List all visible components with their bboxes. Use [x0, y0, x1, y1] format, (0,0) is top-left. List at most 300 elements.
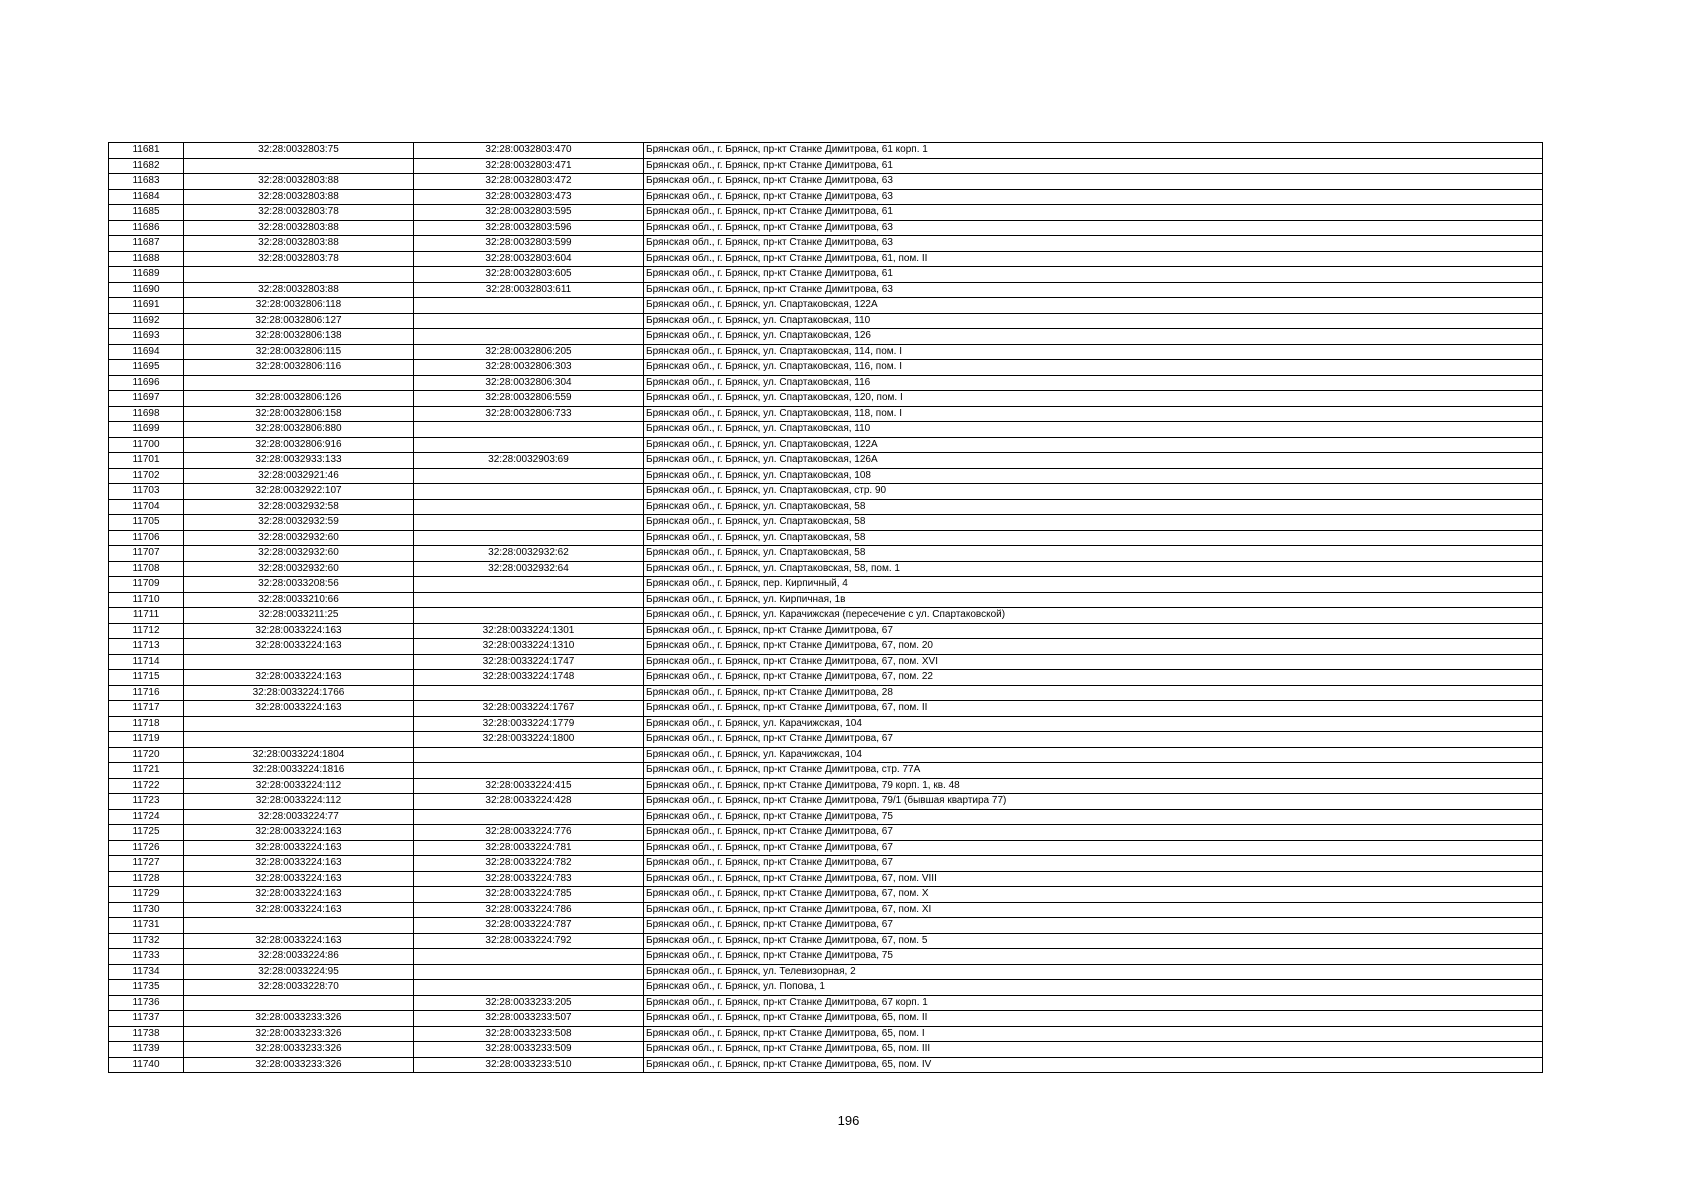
row-number-cell: 11729 [109, 887, 184, 903]
table-row [109, 654, 1543, 670]
row-number-cell: 11706 [109, 530, 184, 546]
table-row [109, 546, 1543, 562]
address-cell: Брянская обл., г. Брянск, пр-кт Станке Димитрова, 67 [644, 840, 1543, 856]
land-cadastral-number-cell: 32:28:0032803:75 [184, 143, 414, 159]
table-row [109, 437, 1543, 453]
table-row [109, 809, 1543, 825]
address-cell: Брянская обл., г. Брянск, ул. Спартаковская, 126А [644, 453, 1543, 469]
object-cadastral-number-cell: 32:28:0033224:792 [414, 933, 644, 949]
object-cadastral-number-cell: 32:28:0032803:596 [414, 220, 644, 236]
table-row [109, 530, 1543, 546]
row-number-cell: 11709 [109, 577, 184, 593]
row-number-cell: 11720 [109, 747, 184, 763]
row-number-cell: 11694 [109, 344, 184, 360]
land-cadastral-number-cell [184, 375, 414, 391]
object-cadastral-number-cell [414, 980, 644, 996]
land-cadastral-number-cell [184, 158, 414, 174]
land-cadastral-number-cell: 32:28:0033224:163 [184, 871, 414, 887]
address-cell: Брянская обл., г. Брянск, пр-кт Станке Димитрова, 61 [644, 267, 1543, 283]
row-number-cell: 11713 [109, 639, 184, 655]
object-cadastral-number-cell: 32:28:0032803:605 [414, 267, 644, 283]
table-row [109, 856, 1543, 872]
address-cell: Брянская обл., г. Брянск, пр-кт Станке Димитрова, 61 [644, 205, 1543, 221]
table-row [109, 577, 1543, 593]
address-cell: Брянская обл., г. Брянск, пр-кт Станке Димитрова, 61, пом. II [644, 251, 1543, 267]
land-cadastral-number-cell: 32:28:0033224:163 [184, 856, 414, 872]
address-cell: Брянская обл., г. Брянск, пр-кт Станке Димитрова, 67 [644, 856, 1543, 872]
land-cadastral-number-cell: 32:28:0032932:60 [184, 561, 414, 577]
object-cadastral-number-cell [414, 313, 644, 329]
address-cell: Брянская обл., г. Брянск, пер. Кирпичный, 4 [644, 577, 1543, 593]
land-cadastral-number-cell: 32:28:0032932:60 [184, 546, 414, 562]
row-number-cell: 11717 [109, 701, 184, 717]
table-row [109, 716, 1543, 732]
land-cadastral-number-cell [184, 716, 414, 732]
address-cell: Брянская обл., г. Брянск, ул. Карачижская, 104 [644, 747, 1543, 763]
object-cadastral-number-cell: 32:28:0032803:604 [414, 251, 644, 267]
row-number-cell: 11719 [109, 732, 184, 748]
land-cadastral-number-cell: 32:28:0033233:326 [184, 1057, 414, 1073]
object-cadastral-number-cell [414, 422, 644, 438]
land-cadastral-number-cell [184, 918, 414, 934]
object-cadastral-number-cell [414, 577, 644, 593]
row-number-cell: 11739 [109, 1042, 184, 1058]
land-cadastral-number-cell [184, 732, 414, 748]
table-row [109, 143, 1543, 159]
row-number-cell: 11707 [109, 546, 184, 562]
row-number-cell: 11693 [109, 329, 184, 345]
table-row [109, 1042, 1543, 1058]
address-cell: Брянская обл., г. Брянск, пр-кт Станке Димитрова, 67 [644, 918, 1543, 934]
table-row [109, 887, 1543, 903]
table-row [109, 561, 1543, 577]
address-cell: Брянская обл., г. Брянск, пр-кт Станке Димитрова, 67 [644, 825, 1543, 841]
row-number-cell: 11702 [109, 468, 184, 484]
land-cadastral-number-cell: 32:28:0032803:88 [184, 282, 414, 298]
table-row [109, 422, 1543, 438]
address-cell: Брянская обл., г. Брянск, пр-кт Станке Димитрова, 61 [644, 158, 1543, 174]
land-cadastral-number-cell: 32:28:0033224:163 [184, 887, 414, 903]
object-cadastral-number-cell: 32:28:0032803:595 [414, 205, 644, 221]
row-number-cell: 11712 [109, 623, 184, 639]
land-cadastral-number-cell: 32:28:0033208:56 [184, 577, 414, 593]
row-number-cell: 11692 [109, 313, 184, 329]
row-number-cell: 11711 [109, 608, 184, 624]
object-cadastral-number-cell: 32:28:0032806:304 [414, 375, 644, 391]
address-cell: Брянская обл., г. Брянск, ул. Телевизорная, 2 [644, 964, 1543, 980]
address-cell: Брянская обл., г. Брянск, ул. Спартаковская, 118, пом. I [644, 406, 1543, 422]
address-cell: Брянская обл., г. Брянск, пр-кт Станке Димитрова, 67, пом. XI [644, 902, 1543, 918]
address-cell: Брянская обл., г. Брянск, пр-кт Станке Димитрова, 67, пом. VIII [644, 871, 1543, 887]
land-cadastral-number-cell: 32:28:0033224:1804 [184, 747, 414, 763]
table-row [109, 685, 1543, 701]
row-number-cell: 11726 [109, 840, 184, 856]
table-row [109, 918, 1543, 934]
row-number-cell: 11684 [109, 189, 184, 205]
address-cell: Брянская обл., г. Брянск, ул. Спартаковская, 58 [644, 499, 1543, 515]
address-cell: Брянская обл., г. Брянск, ул. Кирпичная, 1в [644, 592, 1543, 608]
row-number-cell: 11721 [109, 763, 184, 779]
address-cell: Брянская обл., г. Брянск, пр-кт Станке Димитрова, 63 [644, 282, 1543, 298]
row-number-cell: 11734 [109, 964, 184, 980]
row-number-cell: 11699 [109, 422, 184, 438]
address-cell: Брянская обл., г. Брянск, ул. Спартаковская, 126 [644, 329, 1543, 345]
object-cadastral-number-cell [414, 329, 644, 345]
row-number-cell: 11686 [109, 220, 184, 236]
row-number-cell: 11687 [109, 236, 184, 252]
table-row [109, 468, 1543, 484]
table-row [109, 825, 1543, 841]
object-cadastral-number-cell [414, 468, 644, 484]
row-number-cell: 11683 [109, 174, 184, 190]
object-cadastral-number-cell [414, 298, 644, 314]
land-cadastral-number-cell [184, 654, 414, 670]
row-number-cell: 11715 [109, 670, 184, 686]
table-row [109, 360, 1543, 376]
land-cadastral-number-cell: 32:28:0033224:163 [184, 639, 414, 655]
row-number-cell: 11698 [109, 406, 184, 422]
row-number-cell: 11722 [109, 778, 184, 794]
address-cell: Брянская обл., г. Брянск, ул. Спартаковская, 108 [644, 468, 1543, 484]
table-row [109, 329, 1543, 345]
object-cadastral-number-cell [414, 515, 644, 531]
table-row [109, 174, 1543, 190]
address-cell: Брянская обл., г. Брянск, пр-кт Станке Димитрова, 63 [644, 189, 1543, 205]
row-number-cell: 11701 [109, 453, 184, 469]
address-cell: Брянская обл., г. Брянск, ул. Спартаковская, 120, пом. I [644, 391, 1543, 407]
address-cell: Брянская обл., г. Брянск, пр-кт Станке Димитрова, 65, пом. II [644, 1011, 1543, 1027]
table-row [109, 871, 1543, 887]
land-cadastral-number-cell: 32:28:0032922:107 [184, 484, 414, 500]
land-cadastral-number-cell: 32:28:0033233:326 [184, 1042, 414, 1058]
land-cadastral-number-cell: 32:28:0033224:163 [184, 701, 414, 717]
table-row [109, 964, 1543, 980]
object-cadastral-number-cell: 32:28:0033233:507 [414, 1011, 644, 1027]
table-row [109, 236, 1543, 252]
land-cadastral-number-cell: 32:28:0033224:163 [184, 840, 414, 856]
row-number-cell: 11725 [109, 825, 184, 841]
row-number-cell: 11718 [109, 716, 184, 732]
row-number-cell: 11735 [109, 980, 184, 996]
land-cadastral-number-cell: 32:28:0033224:1766 [184, 685, 414, 701]
address-cell: Брянская обл., г. Брянск, ул. Спартаковская, 116, пом. I [644, 360, 1543, 376]
row-number-cell: 11689 [109, 267, 184, 283]
object-cadastral-number-cell: 32:28:0032803:611 [414, 282, 644, 298]
address-cell: Брянская обл., г. Брянск, ул. Спартаковская, 58 [644, 546, 1543, 562]
row-number-cell: 11696 [109, 375, 184, 391]
object-cadastral-number-cell: 32:28:0033224:776 [414, 825, 644, 841]
address-cell: Брянская обл., г. Брянск, пр-кт Станке Димитрова, 67, пом. 5 [644, 933, 1543, 949]
object-cadastral-number-cell [414, 437, 644, 453]
address-cell: Брянская обл., г. Брянск, пр-кт Станке Димитрова, 65, пом. IV [644, 1057, 1543, 1073]
registry-table-body [109, 143, 1543, 1073]
row-number-cell: 11708 [109, 561, 184, 577]
object-cadastral-number-cell: 32:28:0033224:428 [414, 794, 644, 810]
row-number-cell: 11731 [109, 918, 184, 934]
row-number-cell: 11688 [109, 251, 184, 267]
land-cadastral-number-cell: 32:28:0033224:86 [184, 949, 414, 965]
table-row [109, 701, 1543, 717]
address-cell: Брянская обл., г. Брянск, пр-кт Станке Димитрова, 67, пом. 20 [644, 639, 1543, 655]
object-cadastral-number-cell: 32:28:0032932:62 [414, 546, 644, 562]
land-cadastral-number-cell: 32:28:0032806:916 [184, 437, 414, 453]
table-row [109, 313, 1543, 329]
land-cadastral-number-cell: 32:28:0032803:88 [184, 189, 414, 205]
land-cadastral-number-cell: 32:28:0032803:78 [184, 251, 414, 267]
object-cadastral-number-cell: 32:28:0033224:787 [414, 918, 644, 934]
row-number-cell: 11730 [109, 902, 184, 918]
row-number-cell: 11737 [109, 1011, 184, 1027]
table-row [109, 189, 1543, 205]
address-cell: Брянская обл., г. Брянск, пр-кт Станке Димитрова, 75 [644, 949, 1543, 965]
table-row [109, 298, 1543, 314]
address-cell: Брянская обл., г. Брянск, ул. Спартаковская, 122А [644, 298, 1543, 314]
address-cell: Брянская обл., г. Брянск, ул. Спартаковская, 58, пом. 1 [644, 561, 1543, 577]
land-cadastral-number-cell [184, 995, 414, 1011]
land-cadastral-number-cell: 32:28:0032806:158 [184, 406, 414, 422]
land-cadastral-number-cell: 32:28:0032803:88 [184, 174, 414, 190]
object-cadastral-number-cell [414, 949, 644, 965]
table-row [109, 778, 1543, 794]
object-cadastral-number-cell: 32:28:0032803:471 [414, 158, 644, 174]
row-number-cell: 11705 [109, 515, 184, 531]
object-cadastral-number-cell [414, 685, 644, 701]
table-row [109, 1011, 1543, 1027]
object-cadastral-number-cell: 32:28:0033224:786 [414, 902, 644, 918]
row-number-cell: 11685 [109, 205, 184, 221]
table-row [109, 639, 1543, 655]
address-cell: Брянская обл., г. Брянск, пр-кт Станке Димитрова, 65, пом. III [644, 1042, 1543, 1058]
object-cadastral-number-cell: 32:28:0033224:1301 [414, 623, 644, 639]
land-cadastral-number-cell: 32:28:0033224:95 [184, 964, 414, 980]
page-number: 196 [837, 1113, 860, 1128]
object-cadastral-number-cell: 32:28:0033224:1767 [414, 701, 644, 717]
object-cadastral-number-cell: 32:28:0032806:559 [414, 391, 644, 407]
object-cadastral-number-cell: 32:28:0032803:470 [414, 143, 644, 159]
land-cadastral-number-cell: 32:28:0032932:58 [184, 499, 414, 515]
address-cell: Брянская обл., г. Брянск, пр-кт Станке Димитрова, 67 [644, 732, 1543, 748]
object-cadastral-number-cell: 32:28:0032806:303 [414, 360, 644, 376]
address-cell: Брянская обл., г. Брянск, пр-кт Станке Димитрова, 63 [644, 236, 1543, 252]
address-cell: Брянская обл., г. Брянск, пр-кт Станке Димитрова, 28 [644, 685, 1543, 701]
land-cadastral-number-cell: 32:28:0032933:133 [184, 453, 414, 469]
registry-table [108, 142, 1543, 1073]
land-cadastral-number-cell: 32:28:0033224:112 [184, 778, 414, 794]
table-row [109, 794, 1543, 810]
land-cadastral-number-cell: 32:28:0032806:116 [184, 360, 414, 376]
land-cadastral-number-cell: 32:28:0033210:66 [184, 592, 414, 608]
row-number-cell: 11695 [109, 360, 184, 376]
address-cell: Брянская обл., г. Брянск, пр-кт Станке Димитрова, 79 корп. 1, кв. 48 [644, 778, 1543, 794]
address-cell: Брянская обл., г. Брянск, ул. Спартаковская, 116 [644, 375, 1543, 391]
land-cadastral-number-cell: 32:28:0032932:60 [184, 530, 414, 546]
object-cadastral-number-cell: 32:28:0032903:69 [414, 453, 644, 469]
object-cadastral-number-cell: 32:28:0032803:599 [414, 236, 644, 252]
object-cadastral-number-cell: 32:28:0032806:205 [414, 344, 644, 360]
address-cell: Брянская обл., г. Брянск, пр-кт Станке Димитрова, 75 [644, 809, 1543, 825]
row-number-cell: 11700 [109, 437, 184, 453]
row-number-cell: 11727 [109, 856, 184, 872]
land-cadastral-number-cell: 32:28:0033211:25 [184, 608, 414, 624]
address-cell: Брянская обл., г. Брянск, ул. Карачижская (пересечение с ул. Спартаковской) [644, 608, 1543, 624]
address-cell: Брянская обл., г. Брянск, ул. Спартаковская, 110 [644, 422, 1543, 438]
object-cadastral-number-cell [414, 592, 644, 608]
land-cadastral-number-cell: 32:28:0032803:78 [184, 205, 414, 221]
table-row [109, 1057, 1543, 1073]
address-cell: Брянская обл., г. Брянск, ул. Спартаковская, 114, пом. I [644, 344, 1543, 360]
object-cadastral-number-cell [414, 964, 644, 980]
land-cadastral-number-cell: 32:28:0033224:77 [184, 809, 414, 825]
row-number-cell: 11681 [109, 143, 184, 159]
object-cadastral-number-cell: 32:28:0033233:509 [414, 1042, 644, 1058]
table-row [109, 267, 1543, 283]
row-number-cell: 11704 [109, 499, 184, 515]
table-row [109, 933, 1543, 949]
object-cadastral-number-cell: 32:28:0032932:64 [414, 561, 644, 577]
row-number-cell: 11740 [109, 1057, 184, 1073]
address-cell: Брянская обл., г. Брянск, пр-кт Станке Димитрова, 65, пом. I [644, 1026, 1543, 1042]
object-cadastral-number-cell: 32:28:0033224:1747 [414, 654, 644, 670]
row-number-cell: 11714 [109, 654, 184, 670]
table-row [109, 608, 1543, 624]
address-cell: Брянская обл., г. Брянск, ул. Спартаковская, 58 [644, 530, 1543, 546]
object-cadastral-number-cell: 32:28:0033233:510 [414, 1057, 644, 1073]
land-cadastral-number-cell: 32:28:0032806:115 [184, 344, 414, 360]
address-cell: Брянская обл., г. Брянск, ул. Спартаковская, 122А [644, 437, 1543, 453]
object-cadastral-number-cell [414, 608, 644, 624]
object-cadastral-number-cell [414, 484, 644, 500]
land-cadastral-number-cell: 32:28:0032921:46 [184, 468, 414, 484]
table-row [109, 840, 1543, 856]
row-number-cell: 11697 [109, 391, 184, 407]
row-number-cell: 11682 [109, 158, 184, 174]
table-row [109, 251, 1543, 267]
table-row [109, 623, 1543, 639]
land-cadastral-number-cell: 32:28:0033224:163 [184, 670, 414, 686]
table-row [109, 282, 1543, 298]
land-cadastral-number-cell: 32:28:0032803:88 [184, 220, 414, 236]
address-cell: Брянская обл., г. Брянск, ул. Карачижская, 104 [644, 716, 1543, 732]
object-cadastral-number-cell: 32:28:0032806:733 [414, 406, 644, 422]
object-cadastral-number-cell [414, 747, 644, 763]
table-row [109, 902, 1543, 918]
address-cell: Брянская обл., г. Брянск, пр-кт Станке Димитрова, 67, пом. X [644, 887, 1543, 903]
land-cadastral-number-cell [184, 267, 414, 283]
row-number-cell: 11703 [109, 484, 184, 500]
row-number-cell: 11690 [109, 282, 184, 298]
table-row [109, 995, 1543, 1011]
object-cadastral-number-cell: 32:28:0033224:783 [414, 871, 644, 887]
object-cadastral-number-cell: 32:28:0032803:472 [414, 174, 644, 190]
row-number-cell: 11738 [109, 1026, 184, 1042]
land-cadastral-number-cell: 32:28:0033224:163 [184, 825, 414, 841]
object-cadastral-number-cell [414, 530, 644, 546]
address-cell: Брянская обл., г. Брянск, пр-кт Станке Димитрова, 67, пом. 22 [644, 670, 1543, 686]
table-row [109, 453, 1543, 469]
object-cadastral-number-cell: 32:28:0033224:1800 [414, 732, 644, 748]
address-cell: Брянская обл., г. Брянск, пр-кт Станке Димитрова, 63 [644, 174, 1543, 190]
object-cadastral-number-cell: 32:28:0033224:1310 [414, 639, 644, 655]
table-row [109, 515, 1543, 531]
address-cell: Брянская обл., г. Брянск, пр-кт Станке Димитрова, 61 корп. 1 [644, 143, 1543, 159]
table-row [109, 158, 1543, 174]
object-cadastral-number-cell [414, 763, 644, 779]
address-cell: Брянская обл., г. Брянск, ул. Спартаковская, стр. 90 [644, 484, 1543, 500]
table-row [109, 949, 1543, 965]
row-number-cell: 11732 [109, 933, 184, 949]
table-row [109, 1026, 1543, 1042]
table-row [109, 670, 1543, 686]
table-row [109, 220, 1543, 236]
table-row [109, 205, 1543, 221]
land-cadastral-number-cell: 32:28:0033233:326 [184, 1011, 414, 1027]
object-cadastral-number-cell: 32:28:0033224:1748 [414, 670, 644, 686]
land-cadastral-number-cell: 32:28:0033224:163 [184, 933, 414, 949]
object-cadastral-number-cell: 32:28:0033224:781 [414, 840, 644, 856]
address-cell: Брянская обл., г. Брянск, пр-кт Станке Димитрова, 67, пом. II [644, 701, 1543, 717]
land-cadastral-number-cell: 32:28:0032806:127 [184, 313, 414, 329]
land-cadastral-number-cell: 32:28:0032932:59 [184, 515, 414, 531]
object-cadastral-number-cell [414, 499, 644, 515]
table-row [109, 763, 1543, 779]
address-cell: Брянская обл., г. Брянск, пр-кт Станке Димитрова, стр. 77А [644, 763, 1543, 779]
table-row [109, 980, 1543, 996]
land-cadastral-number-cell: 32:28:0032806:880 [184, 422, 414, 438]
land-cadastral-number-cell: 32:28:0033224:163 [184, 902, 414, 918]
row-number-cell: 11691 [109, 298, 184, 314]
address-cell: Брянская обл., г. Брянск, ул. Спартаковская, 110 [644, 313, 1543, 329]
address-cell: Брянская обл., г. Брянск, пр-кт Станке Димитрова, 67, пом. XVI [644, 654, 1543, 670]
table-row [109, 484, 1543, 500]
object-cadastral-number-cell: 32:28:0033224:1779 [414, 716, 644, 732]
land-cadastral-number-cell: 32:28:0032806:118 [184, 298, 414, 314]
address-cell: Брянская обл., г. Брянск, пр-кт Станке Димитрова, 63 [644, 220, 1543, 236]
table-row [109, 391, 1543, 407]
table-row [109, 747, 1543, 763]
object-cadastral-number-cell: 32:28:0033224:782 [414, 856, 644, 872]
land-cadastral-number-cell: 32:28:0033224:112 [184, 794, 414, 810]
land-cadastral-number-cell: 32:28:0033224:1816 [184, 763, 414, 779]
land-cadastral-number-cell: 32:28:0032806:138 [184, 329, 414, 345]
table-row [109, 344, 1543, 360]
table-row [109, 499, 1543, 515]
table-row [109, 406, 1543, 422]
address-cell: Брянская обл., г. Брянск, ул. Спартаковская, 58 [644, 515, 1543, 531]
table-row [109, 375, 1543, 391]
object-cadastral-number-cell: 32:28:0032803:473 [414, 189, 644, 205]
row-number-cell: 11723 [109, 794, 184, 810]
row-number-cell: 11716 [109, 685, 184, 701]
row-number-cell: 11733 [109, 949, 184, 965]
address-cell: Брянская обл., г. Брянск, ул. Попова, 1 [644, 980, 1543, 996]
land-cadastral-number-cell: 32:28:0033233:326 [184, 1026, 414, 1042]
object-cadastral-number-cell: 32:28:0033224:415 [414, 778, 644, 794]
object-cadastral-number-cell [414, 809, 644, 825]
land-cadastral-number-cell: 32:28:0032803:88 [184, 236, 414, 252]
row-number-cell: 11724 [109, 809, 184, 825]
table-row [109, 732, 1543, 748]
table-row [109, 592, 1543, 608]
land-cadastral-number-cell: 32:28:0033228:70 [184, 980, 414, 996]
row-number-cell: 11736 [109, 995, 184, 1011]
land-cadastral-number-cell: 32:28:0033224:163 [184, 623, 414, 639]
row-number-cell: 11728 [109, 871, 184, 887]
object-cadastral-number-cell: 32:28:0033224:785 [414, 887, 644, 903]
address-cell: Брянская обл., г. Брянск, пр-кт Станке Димитрова, 67 [644, 623, 1543, 639]
address-cell: Брянская обл., г. Брянск, пр-кт Станке Димитрова, 67 корп. 1 [644, 995, 1543, 1011]
object-cadastral-number-cell: 32:28:0033233:508 [414, 1026, 644, 1042]
object-cadastral-number-cell: 32:28:0033233:205 [414, 995, 644, 1011]
